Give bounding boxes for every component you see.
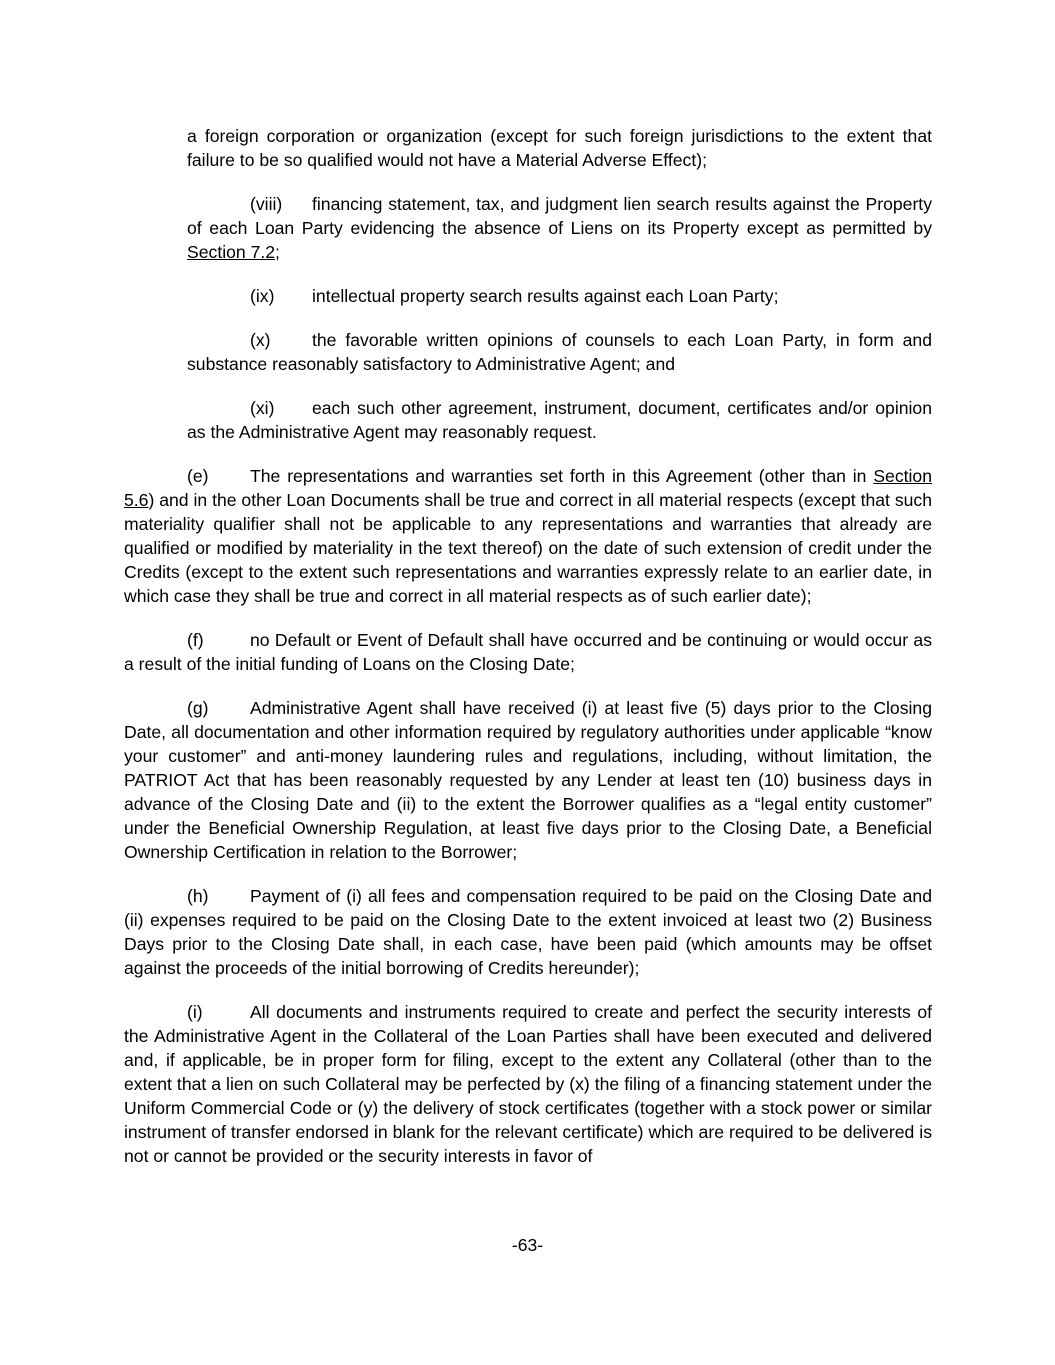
paragraph-text: Payment of (i) all fees and compensation required to be paid on the Closing Date and (ii) expenses required to be paid on the Closing Date to the extent invoiced at least two (2) Business Days prior to the Closing Date shall, in each case, have been paid (which amounts may be offset against the proceeds of the initial borrowing of Credits hereunder); [124,886,932,978]
paragraph-text: no Default or Event of Default shall have occurred and be continuing or would occur as a result of the initial funding of Loans on the Closing Date; [124,630,932,674]
paragraph-text: intellectual property search results against each Loan Party; [312,286,779,306]
paragraph-e [124,464,932,608]
paragraph-text: a foreign corporation or organization (except for such foreign jurisdictions to the extent that failure to be so qualified would not have a Material Adverse Effect); [187,126,932,170]
paragraph-text: each such other agreement, instrument, document, certificates and/or opinion as the Administrative Agent may reasonably request. [187,398,932,442]
paragraph-f [124,628,932,676]
paragraph-xi [187,396,932,444]
clause-label: (viii) [250,194,283,214]
clause-label: (g) [187,698,209,718]
clause-label: (h) [187,886,209,906]
paragraph-text-end: ) and in the other Loan Documents shall be true and correct in all material respects (except that such materiality qualifier shall not be applicable to any representations and warranties that already are qualified or modified by materiality in the text thereof) on the date of such extension of credit under the Credits (except to the extent such representations and warranties expressly relate to an earlier date, in which case they shall be true and correct in all material respects as of such earlier date); [124,490,932,606]
clause-label: (f) [187,630,204,650]
clause-label: (xi) [250,398,275,418]
clause-label: (ix) [250,286,275,306]
section-reference: Section 5.6 [124,466,932,510]
paragraph-text: All documents and instruments required to create and perfect the security interests of the Administrative Agent in the Collateral of the Loan Parties shall have been executed and delivered and, if applicable, be in proper form for filing, except to the extent any Collateral (other than to the extent that a lien on such Collateral may be perfected by (x) the filing of a financing statement under the Uniform Commercial Code or (y) the delivery of stock certificates (together with a stock power or similar instrument of transfer endorsed in blank for the relevant certificate) which are required to be delivered is not or cannot be provided or the security interests in favor of [124,1002,932,1166]
paragraph-ix [187,284,932,308]
paragraph-text: The representations and warranties set forth in this Agreement (other than in [250,466,874,486]
paragraph-viii [187,192,932,264]
paragraph-text: Administrative Agent shall have received (i) at least five (5) days prior to the Closing Date, all documentation and other information required by regulatory authorities under applicable “know your customer” and anti-money laundering rules and regulations, including, without limitation, the PATRIOT Act that has been reasonably requested by any Lender at least ten (10) business days in advance of the Closing Date and (ii) to the extent the Borrower qualifies as a “legal entity customer” under the Beneficial Ownership Regulation, at least five days prior to the Closing Date, a Beneficial Ownership Certification in relation to the Borrower; [124,698,932,862]
paragraph-i [124,1000,932,1168]
paragraph-h [124,884,932,980]
clause-label: (e) [187,466,209,486]
section-reference: Section 7.2 [187,242,276,262]
paragraph-text: the favorable written opinions of counsels to each Loan Party, in form and substance reasonably satisfactory to Administrative Agent; and [187,330,932,374]
paragraph-text-end: ; [275,242,280,262]
paragraph-continuation [187,124,932,172]
paragraph-text: financing statement, tax, and judgment lien search results against the Property of each Loan Party evidencing the absence of Liens on its Property except as permitted by [187,194,932,238]
paragraph-g [124,696,932,864]
paragraph-x [187,328,932,376]
page-number: -63- [511,1235,544,1255]
clause-label: (i) [187,1002,203,1022]
clause-label: (x) [250,330,271,350]
document-page [124,124,932,1188]
